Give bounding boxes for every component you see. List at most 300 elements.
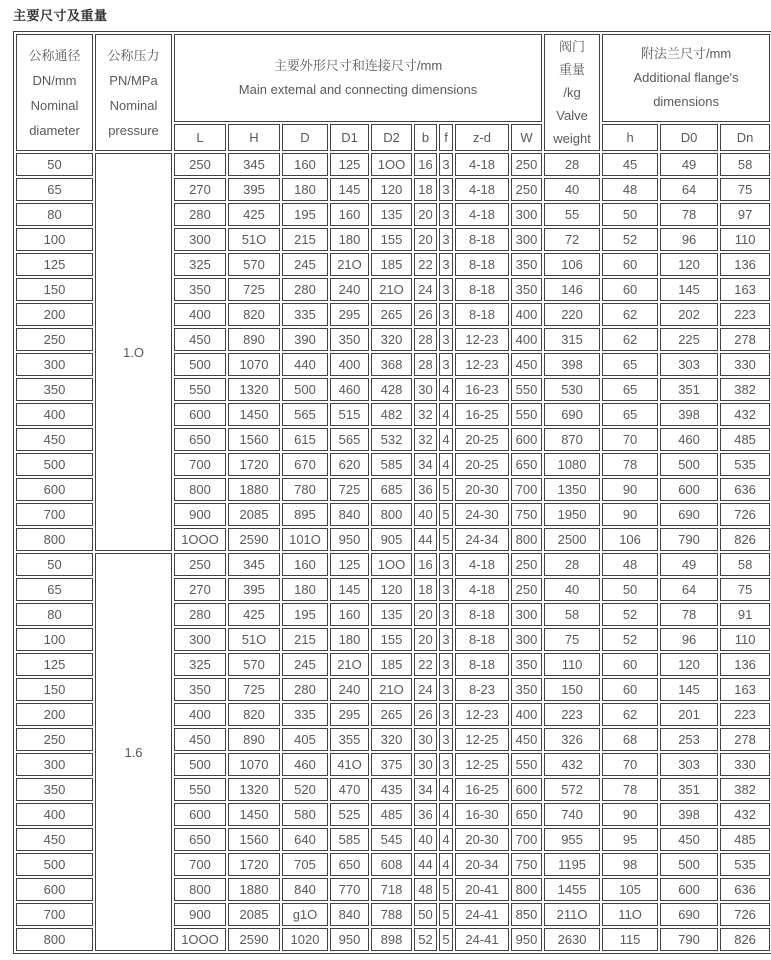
value-cell: 790 — [660, 528, 718, 551]
value-cell: 580 — [282, 803, 328, 826]
value-cell: 4 — [439, 778, 453, 801]
value-cell: 52 — [602, 628, 658, 651]
value-cell: 382 — [720, 378, 770, 401]
value-cell: 8-18 — [455, 253, 509, 276]
value-cell: 49 — [660, 153, 718, 176]
value-cell: 570 — [228, 253, 280, 276]
value-cell: 180 — [282, 178, 328, 201]
value-cell: 405 — [282, 728, 328, 751]
value-cell: 64 — [660, 578, 718, 601]
value-cell: 280 — [282, 278, 328, 301]
value-cell: 64 — [660, 178, 718, 201]
value-cell: 3 — [439, 578, 453, 601]
value-cell: 44 — [414, 853, 437, 876]
value-cell: 330 — [720, 753, 770, 776]
value-cell: 160 — [282, 553, 328, 576]
value-cell: 1320 — [228, 378, 280, 401]
value-cell: 435 — [371, 778, 412, 801]
value-cell: 3 — [439, 678, 453, 701]
value-cell: 8-18 — [455, 228, 509, 251]
value-cell: 278 — [720, 728, 770, 751]
value-cell: 24-41 — [455, 903, 509, 926]
table-header — [16, 34, 770, 151]
value-cell: 470 — [330, 778, 369, 801]
value-cell: 145 — [330, 578, 369, 601]
value-cell: 726 — [720, 903, 770, 926]
value-cell: 600 — [511, 428, 542, 451]
value-cell: 500 — [174, 753, 226, 776]
value-cell: 11O — [602, 903, 658, 926]
value-cell: 485 — [720, 428, 770, 451]
value-cell: 295 — [330, 703, 369, 726]
subheader-D0: D0 — [660, 124, 718, 151]
value-cell: 550 — [511, 753, 542, 776]
value-cell: 440 — [282, 353, 328, 376]
value-cell: 3 — [439, 628, 453, 651]
value-cell: 840 — [330, 903, 369, 926]
value-cell: 4-18 — [455, 153, 509, 176]
value-cell: 650 — [174, 428, 226, 451]
value-cell: 565 — [330, 428, 369, 451]
value-cell: 351 — [660, 778, 718, 801]
value-cell: 22 — [414, 253, 437, 276]
value-cell: 215 — [282, 628, 328, 651]
value-cell: 28 — [544, 553, 600, 576]
value-cell: 145 — [660, 278, 718, 301]
dn-cell: 300 — [16, 353, 93, 376]
value-cell: 1OO — [371, 153, 412, 176]
value-cell: 500 — [174, 353, 226, 376]
value-cell: 608 — [371, 853, 412, 876]
value-cell: 572 — [544, 778, 600, 801]
value-cell: 78 — [660, 603, 718, 626]
value-cell: 425 — [228, 203, 280, 226]
value-cell: 145 — [660, 678, 718, 701]
value-cell: 90 — [602, 803, 658, 826]
dn-cell: 50 — [16, 153, 93, 176]
value-cell: 640 — [282, 828, 328, 851]
value-cell: 4 — [439, 828, 453, 851]
value-cell: 20 — [414, 628, 437, 651]
value-cell: 500 — [660, 853, 718, 876]
value-cell: 223 — [720, 703, 770, 726]
value-cell: 650 — [511, 803, 542, 826]
value-cell: 40 — [544, 178, 600, 201]
value-cell: 636 — [720, 878, 770, 901]
value-cell: 690 — [660, 503, 718, 526]
value-cell: 800 — [511, 878, 542, 901]
value-cell: 105 — [602, 878, 658, 901]
value-cell: 45 — [602, 153, 658, 176]
value-cell: 51O — [228, 228, 280, 251]
value-cell: 250 — [511, 178, 542, 201]
value-cell: 3 — [439, 178, 453, 201]
dn-cell: 800 — [16, 528, 93, 551]
value-cell: 110 — [544, 653, 600, 676]
value-cell: 3 — [439, 553, 453, 576]
value-cell: 55 — [544, 203, 600, 226]
value-cell: 250 — [174, 153, 226, 176]
value-cell: 16-23 — [455, 378, 509, 401]
value-cell: 278 — [720, 328, 770, 351]
value-cell: 700 — [511, 478, 542, 501]
value-cell: 1720 — [228, 853, 280, 876]
value-cell: 60 — [602, 678, 658, 701]
value-cell: 345 — [228, 153, 280, 176]
value-cell: 240 — [330, 678, 369, 701]
value-cell: 955 — [544, 828, 600, 851]
value-cell: 40 — [544, 578, 600, 601]
value-cell: 300 — [511, 228, 542, 251]
value-cell: 5 — [439, 928, 453, 951]
value-cell: 62 — [602, 328, 658, 351]
value-cell: 1070 — [228, 353, 280, 376]
value-cell: 460 — [660, 428, 718, 451]
dn-cell: 65 — [16, 578, 93, 601]
value-cell: 250 — [511, 153, 542, 176]
dn-cell: 50 — [16, 553, 93, 576]
value-cell: 600 — [660, 878, 718, 901]
value-cell: 428 — [371, 378, 412, 401]
value-cell: 65 — [602, 378, 658, 401]
value-cell: 368 — [371, 353, 412, 376]
value-cell: 400 — [174, 303, 226, 326]
dn-cell: 80 — [16, 203, 93, 226]
value-cell: 3 — [439, 328, 453, 351]
value-cell: 62 — [602, 303, 658, 326]
subheader-L: L — [174, 124, 226, 151]
value-cell: 8-18 — [455, 278, 509, 301]
subheader-h: h — [602, 124, 658, 151]
value-cell: 3 — [439, 253, 453, 276]
value-cell: 12-23 — [455, 703, 509, 726]
value-cell: 50 — [414, 903, 437, 926]
value-cell: 1880 — [228, 478, 280, 501]
value-cell: 325 — [174, 253, 226, 276]
value-cell: 3 — [439, 303, 453, 326]
value-cell: 550 — [511, 403, 542, 426]
dn-cell: 350 — [16, 778, 93, 801]
value-cell: 1880 — [228, 878, 280, 901]
table-row — [16, 153, 770, 176]
value-cell: 4-18 — [455, 578, 509, 601]
value-cell: 485 — [720, 828, 770, 851]
value-cell: 550 — [174, 778, 226, 801]
value-cell: 4 — [439, 803, 453, 826]
dimensions-weight-table — [13, 31, 771, 954]
dn-cell: 100 — [16, 628, 93, 651]
dn-cell: 700 — [16, 903, 93, 926]
value-cell: 550 — [511, 378, 542, 401]
value-cell: 3 — [439, 603, 453, 626]
value-cell: 185 — [371, 253, 412, 276]
value-cell: 75 — [544, 628, 600, 651]
value-cell: 58 — [720, 553, 770, 576]
value-cell: 303 — [660, 353, 718, 376]
value-cell: 8-18 — [455, 303, 509, 326]
value-cell: 690 — [544, 403, 600, 426]
value-cell: g1O — [282, 903, 328, 926]
value-cell: 425 — [228, 603, 280, 626]
value-cell: 12-25 — [455, 753, 509, 776]
value-cell: 20-25 — [455, 453, 509, 476]
value-cell: 16-30 — [455, 803, 509, 826]
value-cell: 350 — [330, 328, 369, 351]
dn-cell: 800 — [16, 928, 93, 951]
value-cell: 1OO — [371, 553, 412, 576]
value-cell: 280 — [174, 603, 226, 626]
value-cell: 4-18 — [455, 178, 509, 201]
value-cell: 160 — [330, 203, 369, 226]
value-cell: 4 — [439, 378, 453, 401]
value-cell: 51O — [228, 628, 280, 651]
value-cell: 21O — [371, 278, 412, 301]
value-cell: 65 — [602, 403, 658, 426]
value-cell: 740 — [544, 803, 600, 826]
pressure-cell: 1.O — [95, 153, 172, 551]
value-cell: 685 — [371, 478, 412, 501]
dn-cell: 200 — [16, 303, 93, 326]
value-cell: 390 — [282, 328, 328, 351]
value-cell: 250 — [511, 553, 542, 576]
value-cell: 3 — [439, 753, 453, 776]
value-cell: 4 — [439, 428, 453, 451]
value-cell: 78 — [660, 203, 718, 226]
table-body — [16, 153, 770, 951]
subheader-D: D — [282, 124, 328, 151]
value-cell: 24 — [414, 278, 437, 301]
value-cell: 3 — [439, 653, 453, 676]
value-cell: 60 — [602, 278, 658, 301]
value-cell: 2500 — [544, 528, 600, 551]
value-cell: 48 — [602, 178, 658, 201]
value-cell: 450 — [511, 728, 542, 751]
value-cell: 620 — [330, 453, 369, 476]
value-cell: 180 — [282, 578, 328, 601]
value-cell: 8-18 — [455, 653, 509, 676]
value-cell: 146 — [544, 278, 600, 301]
value-cell: 900 — [174, 903, 226, 926]
value-cell: 840 — [282, 878, 328, 901]
value-cell: 3 — [439, 703, 453, 726]
value-cell: 96 — [660, 228, 718, 251]
value-cell: 160 — [330, 603, 369, 626]
value-cell: 725 — [228, 678, 280, 701]
value-cell: 52 — [602, 603, 658, 626]
value-cell: 52 — [414, 928, 437, 951]
value-cell: 800 — [511, 528, 542, 551]
dn-cell: 600 — [16, 878, 93, 901]
value-cell: 110 — [720, 228, 770, 251]
value-cell: 1320 — [228, 778, 280, 801]
value-cell: 3 — [439, 228, 453, 251]
value-cell: 223 — [544, 703, 600, 726]
value-cell: 12-23 — [455, 353, 509, 376]
value-cell: 24 — [414, 678, 437, 701]
header-main-dimensions: 主要外形尺寸和连接尺寸/mm Main extemal and connecting dimensions — [174, 34, 542, 122]
value-cell: 350 — [511, 678, 542, 701]
dn-cell: 65 — [16, 178, 93, 201]
value-cell: 30 — [414, 378, 437, 401]
dn-cell: 250 — [16, 328, 93, 351]
value-cell: 20-30 — [455, 828, 509, 851]
dn-cell: 100 — [16, 228, 93, 251]
value-cell: 34 — [414, 778, 437, 801]
value-cell: 60 — [602, 253, 658, 276]
value-cell: 125 — [330, 153, 369, 176]
value-cell: 58 — [720, 153, 770, 176]
value-cell: 400 — [174, 703, 226, 726]
value-cell: 24-30 — [455, 503, 509, 526]
value-cell: 700 — [174, 453, 226, 476]
value-cell: 24-34 — [455, 528, 509, 551]
value-cell: 1720 — [228, 453, 280, 476]
value-cell: 135 — [371, 203, 412, 226]
value-cell: 585 — [371, 453, 412, 476]
value-cell: 790 — [660, 928, 718, 951]
value-cell: 670 — [282, 453, 328, 476]
value-cell: 2590 — [228, 528, 280, 551]
value-cell: 180 — [330, 228, 369, 251]
value-cell: 1OOO — [174, 928, 226, 951]
value-cell: 330 — [720, 353, 770, 376]
value-cell: 460 — [282, 753, 328, 776]
value-cell: 20 — [414, 228, 437, 251]
value-cell: 432 — [544, 753, 600, 776]
value-cell: 240 — [330, 278, 369, 301]
value-cell: 570 — [228, 653, 280, 676]
dn-cell: 125 — [16, 253, 93, 276]
value-cell: 295 — [330, 303, 369, 326]
value-cell: 535 — [720, 453, 770, 476]
value-cell: 800 — [174, 478, 226, 501]
value-cell: 44 — [414, 528, 437, 551]
value-cell: 270 — [174, 178, 226, 201]
value-cell: 750 — [511, 503, 542, 526]
value-cell: 900 — [174, 503, 226, 526]
value-cell: 820 — [228, 303, 280, 326]
value-cell: 335 — [282, 303, 328, 326]
value-cell: 350 — [174, 678, 226, 701]
value-cell: 1350 — [544, 478, 600, 501]
header-nominal-pressure: 公称压力 PN/MPa Nominal pressure — [95, 34, 172, 151]
value-cell: 4-18 — [455, 203, 509, 226]
value-cell: 895 — [282, 503, 328, 526]
value-cell: 870 — [544, 428, 600, 451]
subheader-Dn: Dn — [720, 124, 770, 151]
value-cell: 36 — [414, 478, 437, 501]
value-cell: 600 — [174, 803, 226, 826]
value-cell: 110 — [720, 628, 770, 651]
dn-cell: 700 — [16, 503, 93, 526]
dn-cell: 600 — [16, 478, 93, 501]
value-cell: 90 — [602, 503, 658, 526]
value-cell: 21O — [330, 253, 369, 276]
value-cell: 202 — [660, 303, 718, 326]
value-cell: 270 — [174, 578, 226, 601]
value-cell: 325 — [174, 653, 226, 676]
dn-cell: 400 — [16, 403, 93, 426]
dn-cell: 350 — [16, 378, 93, 401]
value-cell: 211O — [544, 903, 600, 926]
value-cell: 60 — [602, 653, 658, 676]
dn-cell: 250 — [16, 728, 93, 751]
value-cell: 106 — [544, 253, 600, 276]
value-cell: 1080 — [544, 453, 600, 476]
value-cell: 50 — [602, 203, 658, 226]
value-cell: 78 — [602, 453, 658, 476]
value-cell: 650 — [330, 853, 369, 876]
value-cell: 253 — [660, 728, 718, 751]
value-cell: 450 — [174, 328, 226, 351]
value-cell: 12-25 — [455, 728, 509, 751]
value-cell: 400 — [511, 303, 542, 326]
value-cell: 28 — [544, 153, 600, 176]
value-cell: 300 — [511, 603, 542, 626]
value-cell: 72 — [544, 228, 600, 251]
value-cell: 250 — [174, 553, 226, 576]
value-cell: 850 — [511, 903, 542, 926]
dn-cell: 80 — [16, 603, 93, 626]
value-cell: 136 — [720, 253, 770, 276]
value-cell: 535 — [720, 853, 770, 876]
value-cell: 22 — [414, 653, 437, 676]
value-cell: 91 — [720, 603, 770, 626]
value-cell: 355 — [330, 728, 369, 751]
value-cell: 565 — [282, 403, 328, 426]
value-cell: 450 — [660, 828, 718, 851]
value-cell: 280 — [174, 203, 226, 226]
value-cell: 8-23 — [455, 678, 509, 701]
dn-cell: 150 — [16, 278, 93, 301]
value-cell: 125 — [330, 553, 369, 576]
value-cell: 40 — [414, 503, 437, 526]
value-cell: 135 — [371, 603, 412, 626]
dn-cell: 500 — [16, 453, 93, 476]
value-cell: 28 — [414, 353, 437, 376]
value-cell: 16-25 — [455, 778, 509, 801]
value-cell: 225 — [660, 328, 718, 351]
value-cell: 545 — [371, 828, 412, 851]
value-cell: 41O — [330, 753, 369, 776]
value-cell: 48 — [414, 878, 437, 901]
value-cell: 300 — [174, 228, 226, 251]
value-cell: 34 — [414, 453, 437, 476]
value-cell: 3 — [439, 728, 453, 751]
subheader-D2: D2 — [371, 124, 412, 151]
value-cell: 532 — [371, 428, 412, 451]
value-cell: 315 — [544, 328, 600, 351]
value-cell: 96 — [660, 628, 718, 651]
value-cell: 600 — [511, 778, 542, 801]
subheader-b: b — [414, 124, 437, 151]
value-cell: 78 — [602, 778, 658, 801]
value-cell: 460 — [330, 378, 369, 401]
value-cell: 1455 — [544, 878, 600, 901]
value-cell: 800 — [174, 878, 226, 901]
value-cell: 1450 — [228, 403, 280, 426]
value-cell: 326 — [544, 728, 600, 751]
subheader-f: f — [439, 124, 453, 151]
value-cell: 160 — [282, 153, 328, 176]
value-cell: 1560 — [228, 428, 280, 451]
value-cell: 195 — [282, 603, 328, 626]
value-cell: 636 — [720, 478, 770, 501]
value-cell: 5 — [439, 478, 453, 501]
value-cell: 350 — [511, 278, 542, 301]
dn-cell: 450 — [16, 428, 93, 451]
value-cell: 432 — [720, 403, 770, 426]
